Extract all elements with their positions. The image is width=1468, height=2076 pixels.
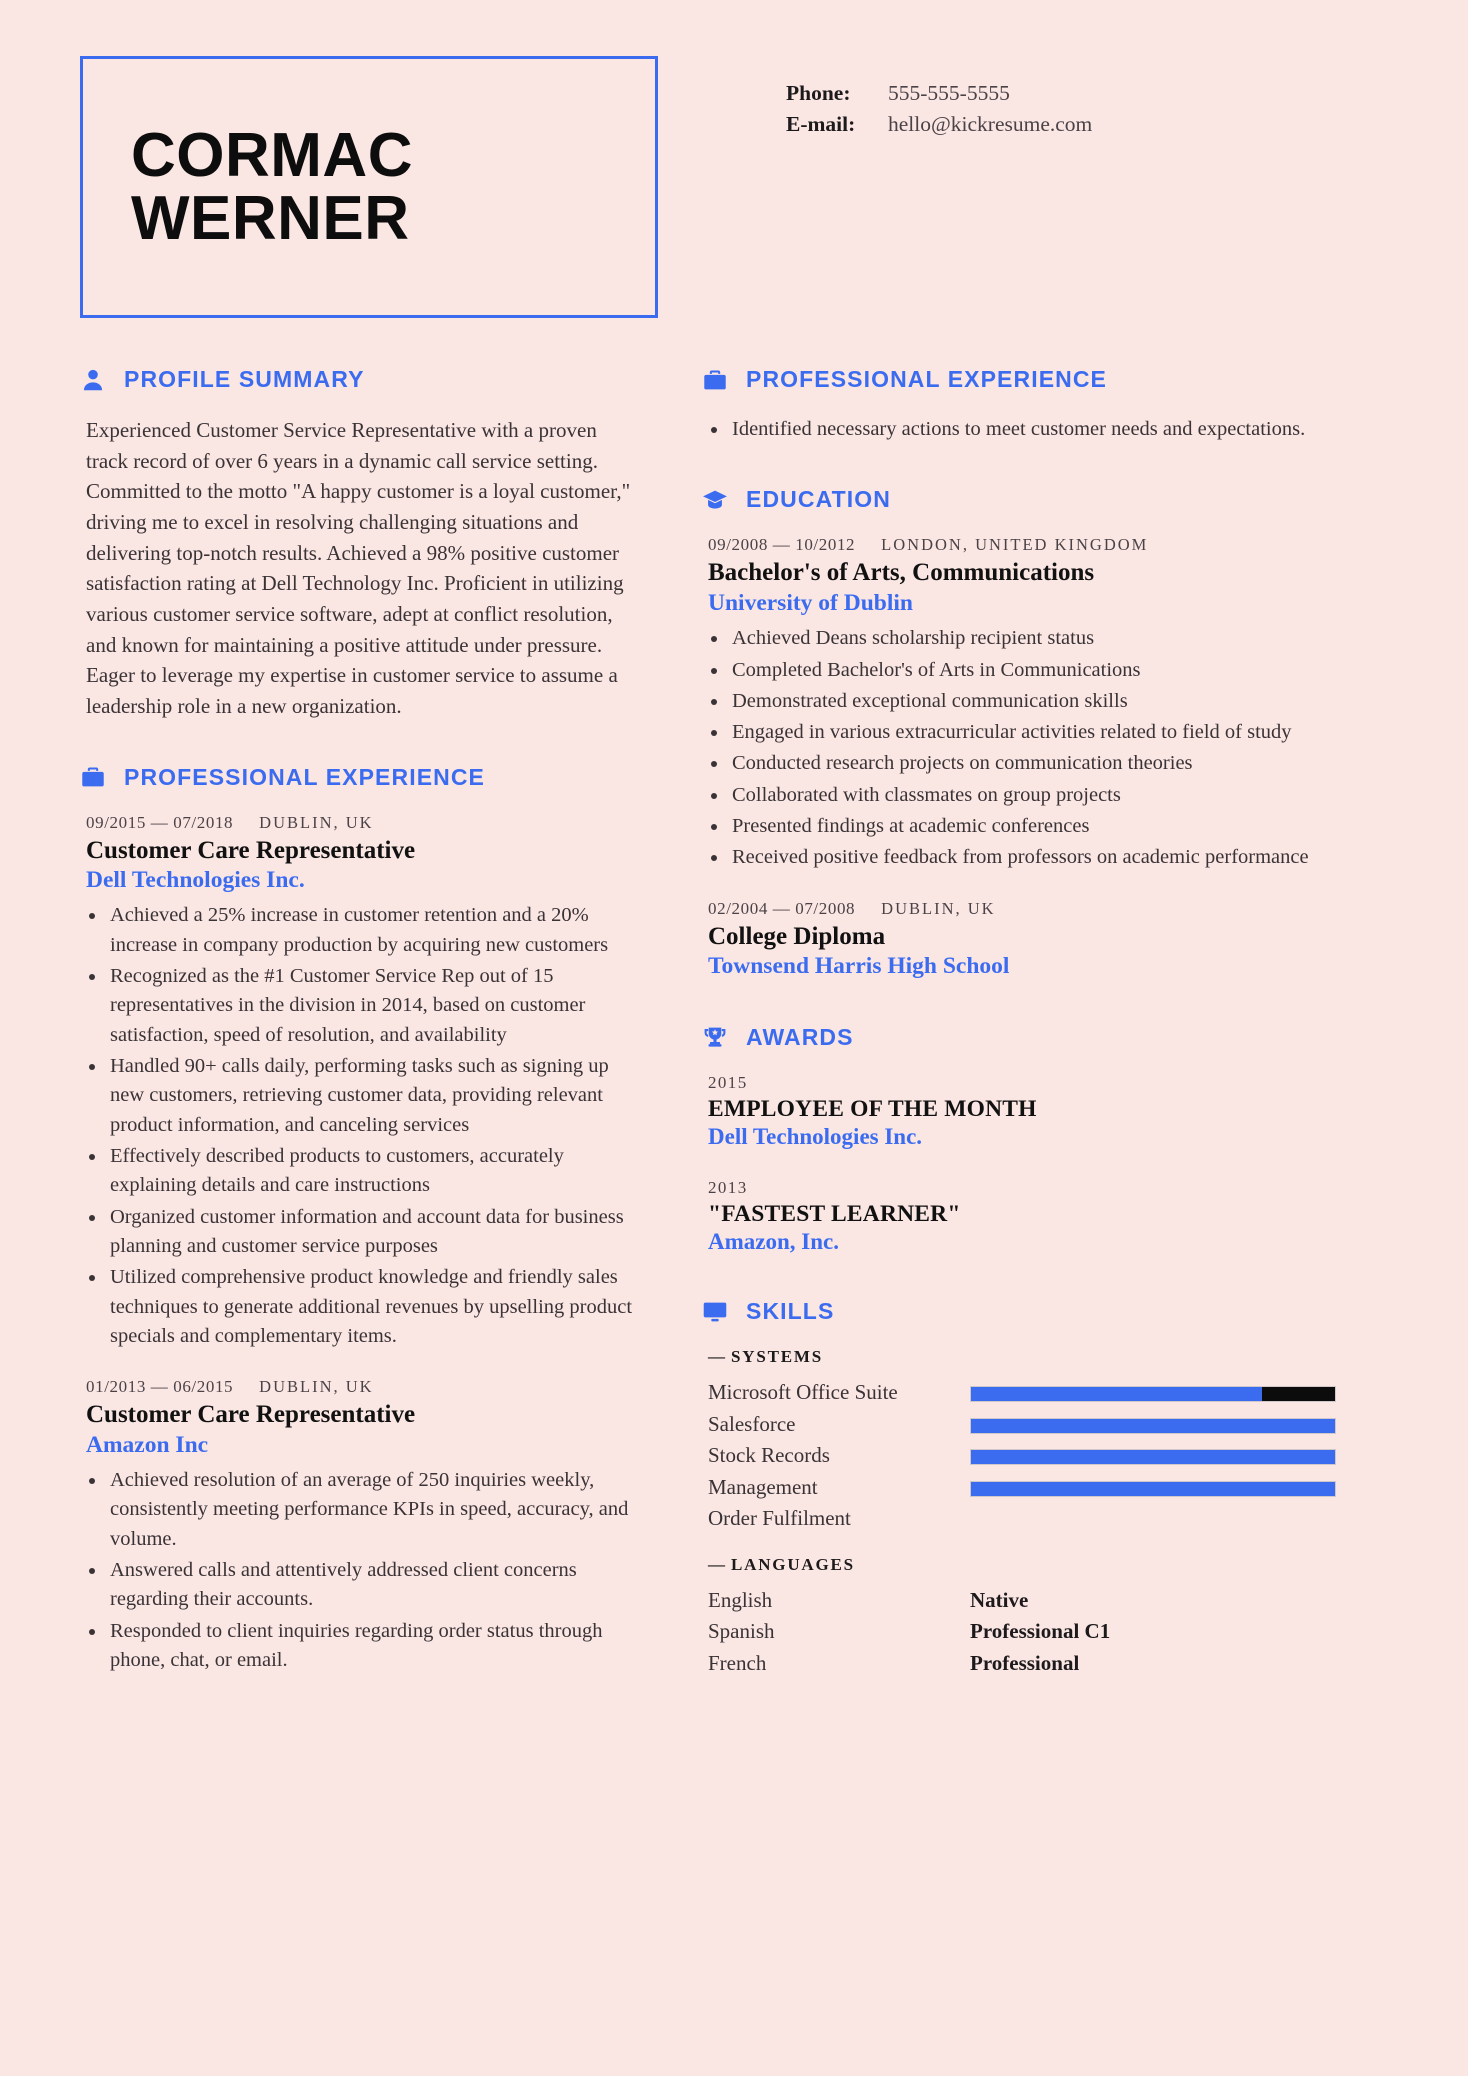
skills-languages-subheading [708,1555,1336,1575]
section-professional-experience-left [80,764,634,1676]
skill-bar-fill [971,1482,1335,1496]
section-awards [702,1024,1336,1257]
list-item: Identified necessary actions to meet customer needs and expectations. [702,415,1336,444]
resume-header [80,0,1388,318]
list-item: Conducted research projects on communication theories [702,749,1336,778]
email-value[interactable]: hello@kickresume.com [888,112,1093,137]
section-profile-summary [80,366,634,722]
skill-name: Stock Records [708,1443,830,1468]
entry-dates: 09/2015 — 07/2018 [86,812,234,832]
award-entry [702,1073,1336,1152]
language-name: Spanish [708,1619,775,1644]
language-name: English [708,1587,773,1612]
awards-heading [702,1024,1336,1051]
language-level-list [970,1585,1336,1680]
skill-bar-list [970,1377,1336,1535]
skill-name: Management [708,1474,818,1499]
section-title: PROFILE SUMMARY [124,366,365,392]
subheading-label: SYSTEMS [731,1347,823,1367]
skill-name: Order Fulfilment [708,1506,851,1531]
left-column [80,366,688,1679]
entry-organization: Dell Technologies Inc. [86,867,305,894]
experience-entry [80,813,634,1352]
list-item: Engaged in various extracurricular activities related to field of study [702,718,1336,747]
subheading-label: LANGUAGES [731,1554,855,1574]
phone-label: Phone: [786,81,851,105]
profile-summary-heading [80,366,634,393]
language-level: Native [970,1587,1029,1612]
skill-name: Salesforce [708,1411,796,1436]
entry-organization: University of Dublin [708,589,913,616]
section-title: AWARDS [746,1023,854,1050]
entry-title: Bachelor's of Arts, Communications [708,559,1095,587]
education-heading [702,486,1336,513]
email-label: E-mail: [786,112,856,137]
section-skills [702,1298,1336,1679]
graduation-cap-icon [702,487,728,513]
person-icon [80,367,106,393]
briefcase-icon [702,367,728,393]
award-year: 2013 [708,1177,748,1197]
skill-bar [970,1481,1336,1497]
entry-title: Customer Care Representative [86,1401,416,1429]
entry-title: Customer Care Representative [86,836,416,864]
list-item: Effectively described products to customers, accurately explaining details and care instructions [80,1142,634,1201]
entry-dates: 02/2004 — 07/2008 [708,898,856,918]
list-item: Recognized as the #1 Customer Service Rep out of 15 representatives in the division in 2014, based on customer satisfaction, speed of resolution, and availability [80,962,634,1050]
entry-location: LONDON, UNITED KINGDOM [881,535,1149,555]
name-box [80,56,658,318]
entry-location: DUBLIN, UK [881,898,996,918]
list-item: Utilized comprehensive product knowledge and friendly sales techniques to generate additional revenues by upselling product specials and complementary items. [80,1263,634,1351]
list-item: Presented findings at academic conferences [702,812,1336,841]
education-entry [702,899,1336,982]
right-column [688,366,1336,1679]
skills-systems-grid [702,1377,1336,1535]
entry-title: College Diploma [708,922,886,950]
entry-bullet-list [702,624,1336,873]
skill-name-list [708,1377,970,1535]
phone-value[interactable]: 555-555-5555 [888,81,1010,105]
list-item: Responded to client inquiries regarding order status through phone, chat, or email. [80,1617,634,1676]
entry-location: DUBLIN, UK [259,812,374,832]
entry-dates: 09/2008 — 10/2012 [708,535,856,555]
section-title: PROFESSIONAL EXPERIENCE [746,366,1108,392]
section-professional-experience-right [702,366,1336,444]
education-entry [702,535,1336,872]
award-name: EMPLOYEE OF THE MONTH [708,1095,1037,1122]
languages-grid [702,1585,1336,1680]
language-level: Professional [970,1650,1080,1675]
section-title: EDUCATION [746,486,891,513]
list-item: Achieved resolution of an average of 250 inquiries weekly, consistently meeting performance KPIs in speed, accuracy, and volume. [80,1466,634,1554]
entry-meta [80,1377,634,1397]
list-item: Achieved Deans scholarship recipient status [702,624,1336,653]
resume-columns [80,366,1388,1679]
entry-organization: Amazon Inc [86,1431,209,1458]
skill-bar-fill [971,1419,1335,1433]
language-name-list [708,1585,970,1680]
section-title: SKILLS [746,1298,835,1325]
entry-meta [80,813,634,833]
trophy-icon [702,1024,728,1050]
list-item: Handled 90+ calls daily, performing tasks such as signing up new customers, retrieving customer data, providing relevant product information, and canceling services [80,1052,634,1140]
entry-bullet-list [80,901,634,1351]
skill-bar-fill [971,1450,1335,1464]
language-name: French [708,1650,767,1675]
section-title: PROFESSIONAL EXPERIENCE [124,763,486,790]
entry-dates: 01/2013 — 06/2015 [86,1377,234,1397]
experience-entry [80,1377,634,1675]
dash-glyph: — [708,1554,725,1574]
skills-systems-subheading [708,1347,1336,1367]
contact-email-row [786,109,1092,140]
first-name: CORMAC [131,120,413,190]
skill-bar-fill [971,1387,1262,1401]
list-item: Received positive feedback from professors on academic performance [702,843,1336,872]
skill-bar [970,1386,1336,1402]
entry-location: DUBLIN, UK [259,1377,374,1397]
entry-organization: Townsend Harris High School [708,953,1010,980]
last-name: WERNER [131,184,410,253]
entry-meta [702,899,1336,919]
list-item: Answered calls and attentively addressed client concerns regarding their accounts. [80,1556,634,1615]
dash-glyph: — [708,1347,725,1367]
list-item: Achieved a 25% increase in customer retention and a 20% increase in company production by acquiring new customers [80,901,634,960]
skill-bar [970,1449,1336,1465]
award-organization: Amazon, Inc. [708,1228,839,1254]
section-education [702,486,1336,981]
award-organization: Dell Technologies Inc. [708,1123,923,1149]
list-item: Completed Bachelor's of Arts in Communications [702,656,1336,685]
award-entry [702,1178,1336,1257]
skill-bar [970,1418,1336,1434]
list-item: Collaborated with classmates on group projects [702,781,1336,810]
professional-experience-heading [702,366,1336,393]
skill-name: Microsoft Office Suite [708,1380,898,1405]
award-name: "FASTEST LEARNER" [708,1200,961,1227]
skills-heading [702,1298,1336,1325]
entry-bullet-list [80,1466,634,1675]
entry-meta [702,535,1336,555]
contact-block [786,56,1092,140]
language-level: Professional C1 [970,1619,1111,1644]
contact-phone-row [786,78,1092,109]
professional-experience-heading [80,764,634,791]
list-item: Demonstrated exceptional communication skills [702,687,1336,716]
experience-bullet-list [702,415,1336,444]
briefcase-icon [80,764,106,790]
award-year: 2015 [708,1072,748,1092]
monitor-icon [702,1299,728,1325]
list-item: Organized customer information and account data for business planning and customer service purposes [80,1203,634,1262]
profile-summary-text: Experienced Customer Service Representative with a proven track record of over 6 years in a dynamic call service setting. Committed to the motto "A happy customer is a loyal customer," driving me to excel in resolving challenging situations and delivering top-notch results. Achieved a 98% positive customer satisfaction rating at Dell Technology Inc. Proficient in utilizing various customer service software, adept at conflict resolution, and known for maintaining a positive attitude under pressure. Eager to leverage my expertise in customer service to assume a leadership role in a new organization. [86,418,631,718]
